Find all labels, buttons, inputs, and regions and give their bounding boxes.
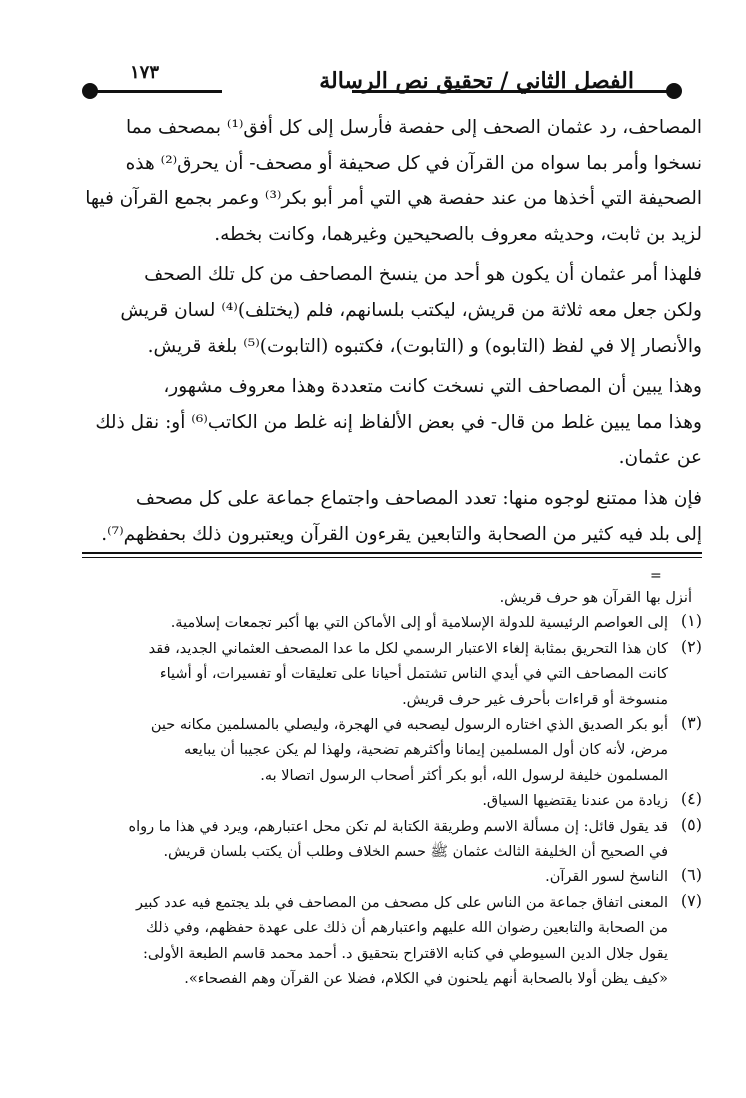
footnote-number: (٦) — [680, 865, 702, 885]
footnote-line: المسلمون خليفة لرسول الله، أبو بكر أكثر أصحاب الرسول اتصالا به. — [260, 767, 668, 784]
footnote-item — [82, 789, 702, 814]
footnote-item — [82, 815, 702, 866]
body-line: المصاحف، رد عثمان الصحف إلى حفصة فأرسل إلى كل أفق⁽¹⁾ بمصحف مما — [125, 117, 702, 138]
footnote-line: إلى العواصم الرئيسية للدولة الإسلامية أو إلى الأماكن التي بها أكبر تجمعات إسلامية. — [170, 615, 668, 632]
footnote-item — [82, 611, 702, 636]
footnote-line: في الصحيح أن الخليفة الثالث عثمان ﷺ حسم الخلاف وطلب أن يكتب بلسان قريش. — [163, 844, 668, 861]
footnote-number: (٢) — [680, 636, 702, 656]
body-line: إلى بلد فيه كثير من الصحابة والتابعين يقرءون القرآن ويعتبرون ذلك بحفظهم⁽⁷⁾. — [101, 523, 702, 545]
footnote-line: أبو بكر الصديق الذي اختاره الرسول ليصحبه في الهجرة، وليصلي بالمسلمين مكانه حين — [150, 717, 668, 734]
footnote-separator — [82, 552, 702, 554]
footnote-line: «كيف يظن أولا بالصحابة أنهم يلحنون في الكلام، فضلا عن القرآن وهم الفصحاء». — [184, 971, 668, 988]
footnote-line: يقول جلال الدين السيوطي في كتابه الاقتراح بتحقيق د. أحمد محمد قاسم الطبعة الأولى: — [142, 945, 668, 962]
footnote-number: (١) — [680, 611, 702, 631]
footnote-item — [82, 713, 702, 789]
footnote-line: منسوخة أو قراءات بأحرف غير حرف قريش. — [402, 691, 668, 708]
continuation-mark: = — [650, 568, 662, 584]
footnote-number: (٤) — [680, 789, 702, 809]
body-line: والأنصار إلا في لفظ (التابوه) و (التابوت)، فكتبوه (التابوت)⁽⁵⁾ بلغة قريش. — [147, 335, 702, 357]
footnotes — [82, 586, 702, 993]
footnote-continuation: أنزل بها القرآن هو حرف قريش. — [499, 590, 692, 606]
footnote-item — [82, 865, 702, 890]
footnote-line: كان هذا التحريق بمثابة إلغاء الاعتبار الرسمي لكل ما عدا المصحف العثماني الجديد، فقد — [148, 640, 668, 657]
footnote-number: (٣) — [680, 713, 702, 733]
footnote-line: المعنى اتفاق جماعة من الناس على كل مصحف من المصاحف في بلد يجتمع فيه عدد كبير — [136, 894, 668, 911]
footnote-separator-thin — [82, 557, 702, 558]
footnote-number: (٧) — [680, 890, 702, 910]
body-line: نسخوا وأمر بما سواه من القرآن في كل صحيفة أو مصحف- أن يحرق⁽²⁾ هذه — [125, 152, 702, 174]
body-line: عن عثمان. — [618, 447, 702, 469]
footnote-item — [82, 637, 702, 713]
body-line: الصحيفة التي أخذها من عند حفصة هي التي أمر أبو بكر⁽³⁾ وعمر بجمع القرآن فيها — [85, 188, 702, 210]
chapter-title: الفصل الثاني / تحقيق نص الرسالة — [319, 68, 634, 94]
page-number: ١٧٣ — [130, 62, 160, 83]
header-dot-left — [82, 83, 98, 99]
body-line: ولكن جعل معه ثلاثة من قريش، ليكتب بلسانهم، فلم (يختلف)⁽⁴⁾ لسان قريش — [120, 299, 702, 321]
body-line: وهذا يبين أن المصاحف التي نسخت كانت متعددة وهذا معروف مشهور، — [163, 376, 702, 398]
header-dot-right — [666, 83, 682, 99]
footnote-line: كانت المصاحف التي في أيدي الناس تشتمل أحيانا على تعليقات أو تفسيرات، أو أشياء — [159, 666, 668, 683]
main-text — [82, 110, 702, 552]
running-header — [82, 60, 682, 110]
footnote-line: قد يقول قائل: إن مسألة الاسم وطريقة الكتابة لم تكن محل اعتبارهم، ويرد في هذا ما رواه — [128, 818, 668, 835]
footnote-item — [82, 891, 702, 993]
body-line: فلهذا أمر عثمان أن يكون هو أحد من ينسخ المصاحف من كل تلك الصحف — [144, 264, 702, 286]
body-line: فإن هذا ممتنع لوجوه منها: تعدد المصاحف واجتماع جماعة على كل مصحف — [135, 487, 702, 509]
footnote-line: الناسخ لسور القرآن. — [545, 869, 668, 886]
footnote-line: مرض، لأنه كان أول المسلمين إيمانا وأكثرهم تضحية، ولهذا لم يكن عجيبا أن يبايعه — [184, 742, 668, 759]
footnote-line: زيادة من عندنا يقتضيها السياق. — [482, 793, 668, 810]
footnote-number: (٥) — [680, 814, 702, 834]
body-line: وهذا مما يبين غلط من قال- في بعض الألفاظ إنه غلط من الكاتب⁽⁶⁾ أو: نقل ذلك — [95, 411, 702, 433]
body-line: لزيد بن ثابت، وحديثه معروف بالصحيحين وغيرهما، وكانت بخطه. — [214, 223, 702, 245]
footnote-line: من الصحابة والتابعين رضوان الله عليهم واعتبارهم أن ذلك على عهدة حفظهم، وفي ذلك — [145, 920, 668, 937]
